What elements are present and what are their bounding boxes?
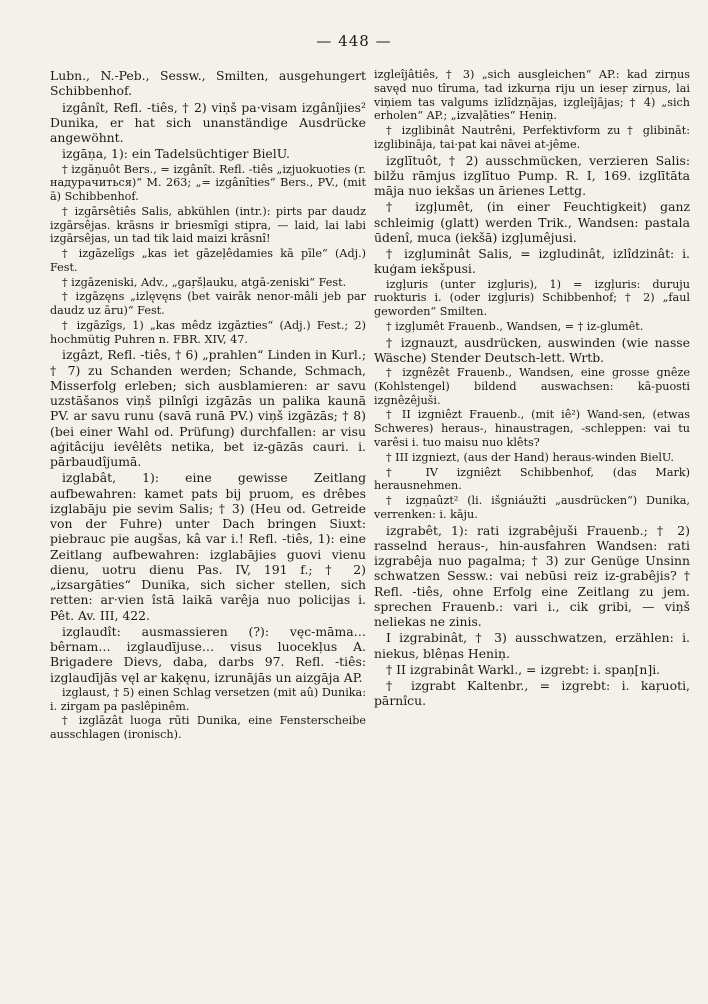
- entry-izgrabinat-1: I izgrabinât, † 3) ausschwatzen, erzählen: i. niekus, blêņas Heniņ.: [374, 630, 690, 661]
- entry-izgana: izgāņa, 1): ein Tadelsüchtiger BielU.: [62, 146, 290, 162]
- entry-izgniezt-2: † II izgniêzt Frauenb., (mit iê²) Wand-sen, (etwas Schweres) heraus-, hinaustragen, -schleppen: vai tu varêsi i. tuo maisu nuo klêts?: [374, 408, 690, 449]
- entry-izglibinat: † izglibinât Nautrêni, Perfektivform zu † glibināt: izglibināja, tai·pat kai nāvei at-jême.: [374, 124, 690, 151]
- entry-izglituot: izglītuôt, † 2) ausschmücken, verzieren Salis: bilžu rāmjus izglītuo Pump. R. I, 169. izglītāta māja nuo iekšas un ārienes Lettg.: [374, 152, 690, 199]
- right-column: [374, 68, 690, 710]
- entry-izgazeligs: † izgāzelîgs „kas iet gāzeļêdamies kā pīle“ (Adj.) Fest.: [50, 247, 366, 274]
- entry-izgrabt: † izgrabt Kaltenbr., = izgrebt: i. kaŗuoti, pārnîcu.: [374, 678, 690, 709]
- left-column: [50, 68, 366, 743]
- entry-izgnauzt: † izgnauzt, ausdrücken, auswinden (wie nasse Wäsche) Stender Deutsch-lett. Wrtb.: [374, 334, 690, 365]
- entry-izganuot: † izgāņuôt Bers., = izgânît. Refl. -tiês „izjuokuoties (r. надурачиться)“ M. 263; „= izgânîties“ Bers., PV., (mit ā) Schibbenhof.: [50, 162, 366, 204]
- entry-izgazens: † izgāzęns „izlęvęns (bet vairāk nenor-mâli jeb par daudz uz āru)“ Fest.: [50, 290, 366, 318]
- entry-continuation: Lubn., N.-Peb., Sessw., Smilten, ausgehungert Schibbenhof.: [50, 68, 366, 99]
- entry-izglazat: † izglāzât luoga rūti Dunika, eine Fensterscheibe ausschlagen (ironisch).: [50, 714, 366, 742]
- page-number: — 448 —: [316, 32, 392, 50]
- entry-izglabat: izglabât, 1): eine gewisse Zeitlang aufbewahren: kamet pats bij pruom, es drêbes izglabāju pie sevim Salis; † 3) (Heu od. Getreide von der Fuhre) unter Dach bringen Siuxt: piebrauc pie augšas, kâ var i.! Refl. -tiês, 1): eine Zeitlang aufbewahren: izglabājies guovi vienu dienu, uotru dienu Pas. IV, 191 f.; † 2) „izsargāties“ Dunika, sich sicher stellen, sich retten: ar·vien îstā laikā varêja nuo policijas i. Pêt. Av. III, 422.: [50, 470, 366, 623]
- entry-izgnezet: † izgnêzêt Frauenb., Wandsen, eine grosse gnêze (Kohlstengel) bildend auswachsen: kā-puosti izgnêzêjuši.: [374, 366, 690, 407]
- entry-izglejaties: izgleîjâtiês, † 3) „sich ausgleichen“ AP.: kad zirņus savęd nuo tîruma, tad izkurņa riju un ieseŗ zirņus, lai viņiem tas valgums izlîdzņājas, izgleîjājas; † 4) „sich erholen“ AP.; „izvaļāties“ Heniņ.: [374, 68, 690, 123]
- entry-izgrabinat-2: † II izgrabinât Warkl., = izgrebt: i. spaņ[n]i.: [386, 661, 661, 677]
- entry-izgniezt-4: † IV izgniêzt Schibbenhof, (das Mark) herausnehmen.: [374, 465, 690, 493]
- entry-izglaust: izglaust, † 5) einen Schlag versetzen (mit aû) Dunika: i. zirgam pa paslêpinêm.: [50, 685, 366, 713]
- entry-izglumet-2: † izgļumêt Frauenb., Wandsen, = † iz-glumêt.: [386, 319, 644, 333]
- entry-izgrabet: izgrabêt, 1): rati izgrabêjuši Frauenb.; † 2) rasselnd heraus-, hin-ausfahren Wandsen: rati izgrabêja nuo pagalma; † 3) zur Genüge Unsinn schwatzen Sessw.: vai nebūsi reiz iz-grabêjis? † Refl. -tiês, ohne Erfolg eine Zeitlang zu jem. sprechen Frauenb.: vari i., cik gribi, — viņš neliekas ne zinis.: [374, 522, 690, 630]
- entry-izgniezt-3: † III izgniezt, (aus der Hand) heraus-winden BielU.: [386, 450, 674, 464]
- entry-izgazeniski: † izgāzeniski, Adv., „gaŗšļauku, atgā-zeniski“ Fest.: [62, 275, 347, 289]
- entry-izganit: izgânît, Refl. -tiês, † 2) viņš pa·visam izgânîjies² Dunika, er hat sich unanständige Ausdrücke angewöhnt.: [50, 99, 366, 145]
- entry-izgazigs: † izgāzîgs, 1) „kas mêdz izgāzties“ (Adj.) Fest.; 2) hochmütig Puhren n. FBR. XIV, 47.: [50, 318, 366, 346]
- entry-izgluminat: † izgļuminât Salis, = izgludinât, izlîdzinât: i. kuģam iekšpusi.: [374, 246, 690, 277]
- entry-izglaudit: izglaudît: ausmassieren (?): vęc-māma… bêrnam… izglaudījuse… visus luocekļus A. Brigadere Dievs, daba, darbs 97. Refl. -tiês: izglaudījās vęl ar kaķęnu, izrunājās un aizgāja AP.: [50, 623, 366, 685]
- entry-izgazt: izgâzt, Refl. -tiês, † 6) „prahlen“ Linden in Kurl.; † 7) zu Schanden werden; Schande, Schmach, Misserfolg erleben; sich ausblamieren: ar savu uzstāšanos viņš pilnîgi izgāzās un palika kaunā PV. ar savu runu (savā runā PV.) viņš izgāzās; † 8) (bei einer Wahl od. Prüfung) durchfallen: ar visu aģitâciju ievêlêts netika, bet iz-gāzās cauri. i. pārbaudîjumā.: [50, 347, 366, 470]
- entry-izgnauzt-2: † izgņaûzt² (li. išgniáužti „ausdrücken“) Dunika, verrenken: i. kāju.: [374, 494, 690, 521]
- entry-izglumet: † izgļumêt, (in einer Feuchtigkeit) ganz schleimig (glatt) werden Trik., Wandsen: pastala ūdenî, muca (iekšā) izgļumêjusi.: [374, 199, 690, 245]
- entry-izgluris: izgļuris (unter izgļuris), 1) = izgļuris: duruju ruokturis i. (oder izgļuris) Schibbenhof; † 2) „faul geworden“ Smilten.: [374, 277, 690, 319]
- entry-izgarsetis: † izgārsêtiês Salis, abkühlen (intr.): pirts par daudz izgārsêjas. krāsns ir briesmîgi stipra, — laid, lai labi izgārsêjas, un tad tik laid maizi krāsnî!: [50, 204, 366, 246]
